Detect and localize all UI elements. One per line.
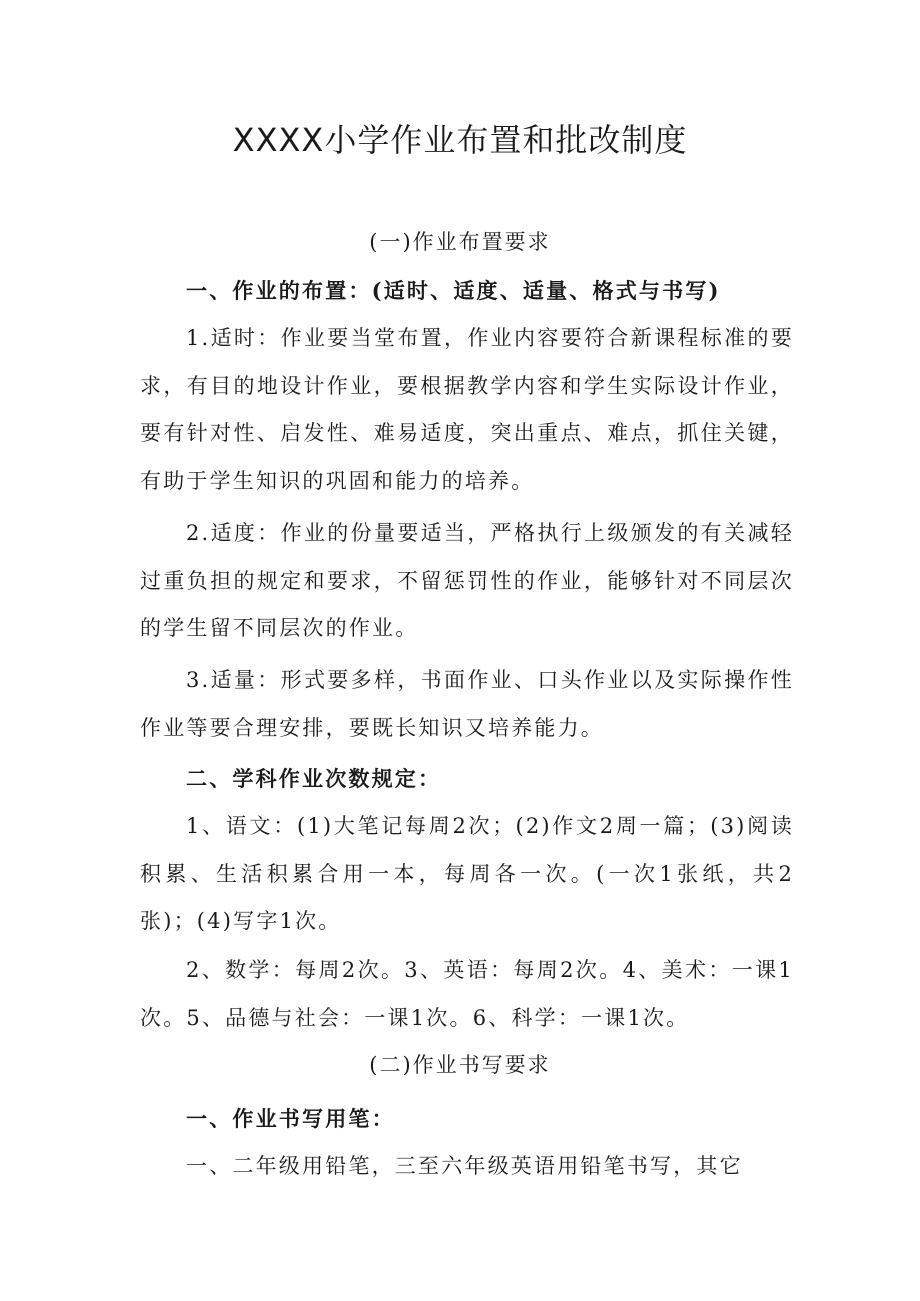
paragraph-chinese-rule: 1、语文：(1)大笔记每周2次；(2)作文2周一篇；(3)阅读积累、生活积累合用一本，每周各一次。(一次1张纸，共2张)；(4)写字1次。	[140, 814, 794, 933]
subheading-assignment-arrangement: 一、作业的布置：(适时、适度、适量、格式与书写)	[186, 278, 721, 303]
document-title: XXXX小学作业布置和批改制度	[232, 121, 688, 159]
paragraph-moderate: 2.适度：作业的份量要适当，严格执行上级颁发的有关减轻过重负担的规定和要求，不留惩罚性的作业，能够针对不同层次的学生留不同层次的作业。	[140, 521, 794, 640]
paragraph-pen-rule: 一、二年级用铅笔，三至六年级英语用铅笔书写，其它	[186, 1154, 743, 1178]
paragraph-timely: 1.适时：作业要当堂布置，作业内容要符合新课程标准的要求，有目的地设计作业，要根据教学内容和学生实际设计作业，要有针对性、启发性、难易适度，突出重点、难点，抓住关键，有助于学生知识的巩固和能力的培养。	[140, 326, 794, 493]
paragraph-amount: 3.适量：形式要多样，书面作业、口头作业以及实际操作性作业等要合理安排，要既长知识又培养能力。	[140, 668, 794, 740]
subheading-writing-pens: 一、作业书写用笔：	[186, 1106, 395, 1131]
section-heading-assignment: (一)作业布置要求	[369, 230, 551, 254]
section-heading-writing: (二)作业书写要求	[369, 1053, 551, 1077]
subheading-subject-frequency: 二、学科作业次数规定：	[186, 766, 442, 791]
paragraph-other-subjects-rule: 2、数学：每周2次。3、英语：每周2次。4、美术：一课1次。5、品德与社会：一课1次。6、科学：一课1次。	[140, 958, 794, 1030]
